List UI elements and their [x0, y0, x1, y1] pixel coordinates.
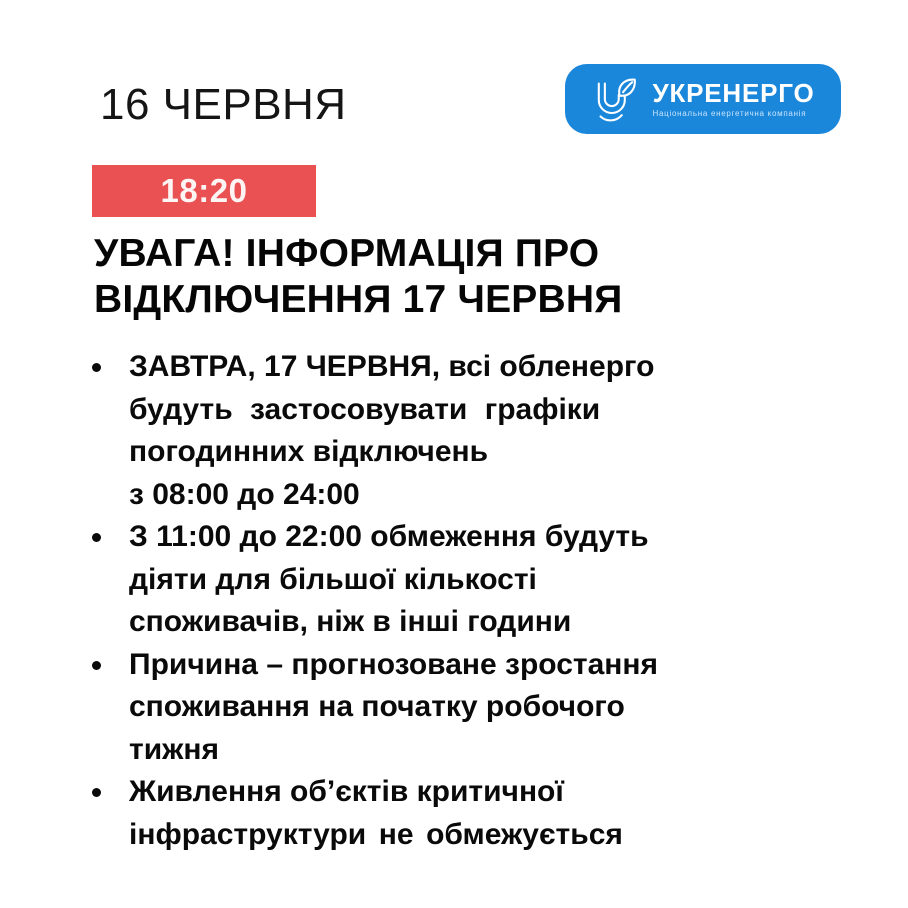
bullet-dot — [92, 533, 101, 542]
bullet-dot — [92, 661, 101, 670]
bullet-text — [129, 644, 658, 772]
bullet-text — [129, 346, 654, 516]
bullet-line: погодинних відключень — [129, 435, 489, 468]
logo-brand-name: УКРЕНЕРГО — [652, 78, 815, 108]
ukrenergo-logo — [565, 64, 841, 134]
bullet-line: з 08:00 до 24:00 — [129, 477, 360, 511]
bullet-text — [129, 516, 649, 644]
bullet-line: інфраструктури не обмежується — [129, 817, 623, 851]
bullet-item — [92, 644, 792, 772]
bullet-line: тижня — [129, 732, 220, 766]
bullet-line: Живлення об’єктів критичної — [129, 775, 564, 808]
bullet-line: Причина – прогнозоване зростання — [129, 647, 658, 681]
time-badge-label: 18:20 — [160, 172, 248, 209]
headline — [94, 231, 622, 323]
bullet-text — [129, 771, 623, 856]
post-date: 16 ЧЕРВНЯ — [100, 80, 347, 129]
bullet-line: діяти для більшої кількості — [129, 562, 537, 596]
logo-tagline: Національна енергетична компанія — [652, 109, 807, 118]
bullet-item — [92, 346, 792, 516]
headline-line: УВАГА! ІНФОРМАЦІЯ ПРО — [94, 232, 600, 275]
bullet-line: споживання на початку робочого — [129, 690, 625, 723]
bullet-item — [92, 771, 792, 856]
bullet-dot — [92, 363, 101, 372]
bullet-line: ЗАВТРА, 17 ЧЕРВНЯ, всі обленерго — [129, 350, 655, 383]
logo-text-block — [652, 80, 814, 118]
bullet-item — [92, 516, 792, 644]
bullet-line: З 11:00 до 22:00 обмеження будуть — [129, 520, 649, 553]
ukrenergo-leaf-u-icon — [591, 74, 643, 126]
bullet-line: будуть застосовувати графіки — [129, 392, 601, 426]
bullet-list — [92, 346, 792, 856]
bullet-dot — [92, 788, 101, 797]
time-badge — [92, 165, 316, 217]
headline-line: ВІДКЛЮЧЕННЯ 17 ЧЕРВНЯ — [94, 278, 623, 321]
bullet-line: споживачів, ніж в інші години — [129, 605, 572, 638]
